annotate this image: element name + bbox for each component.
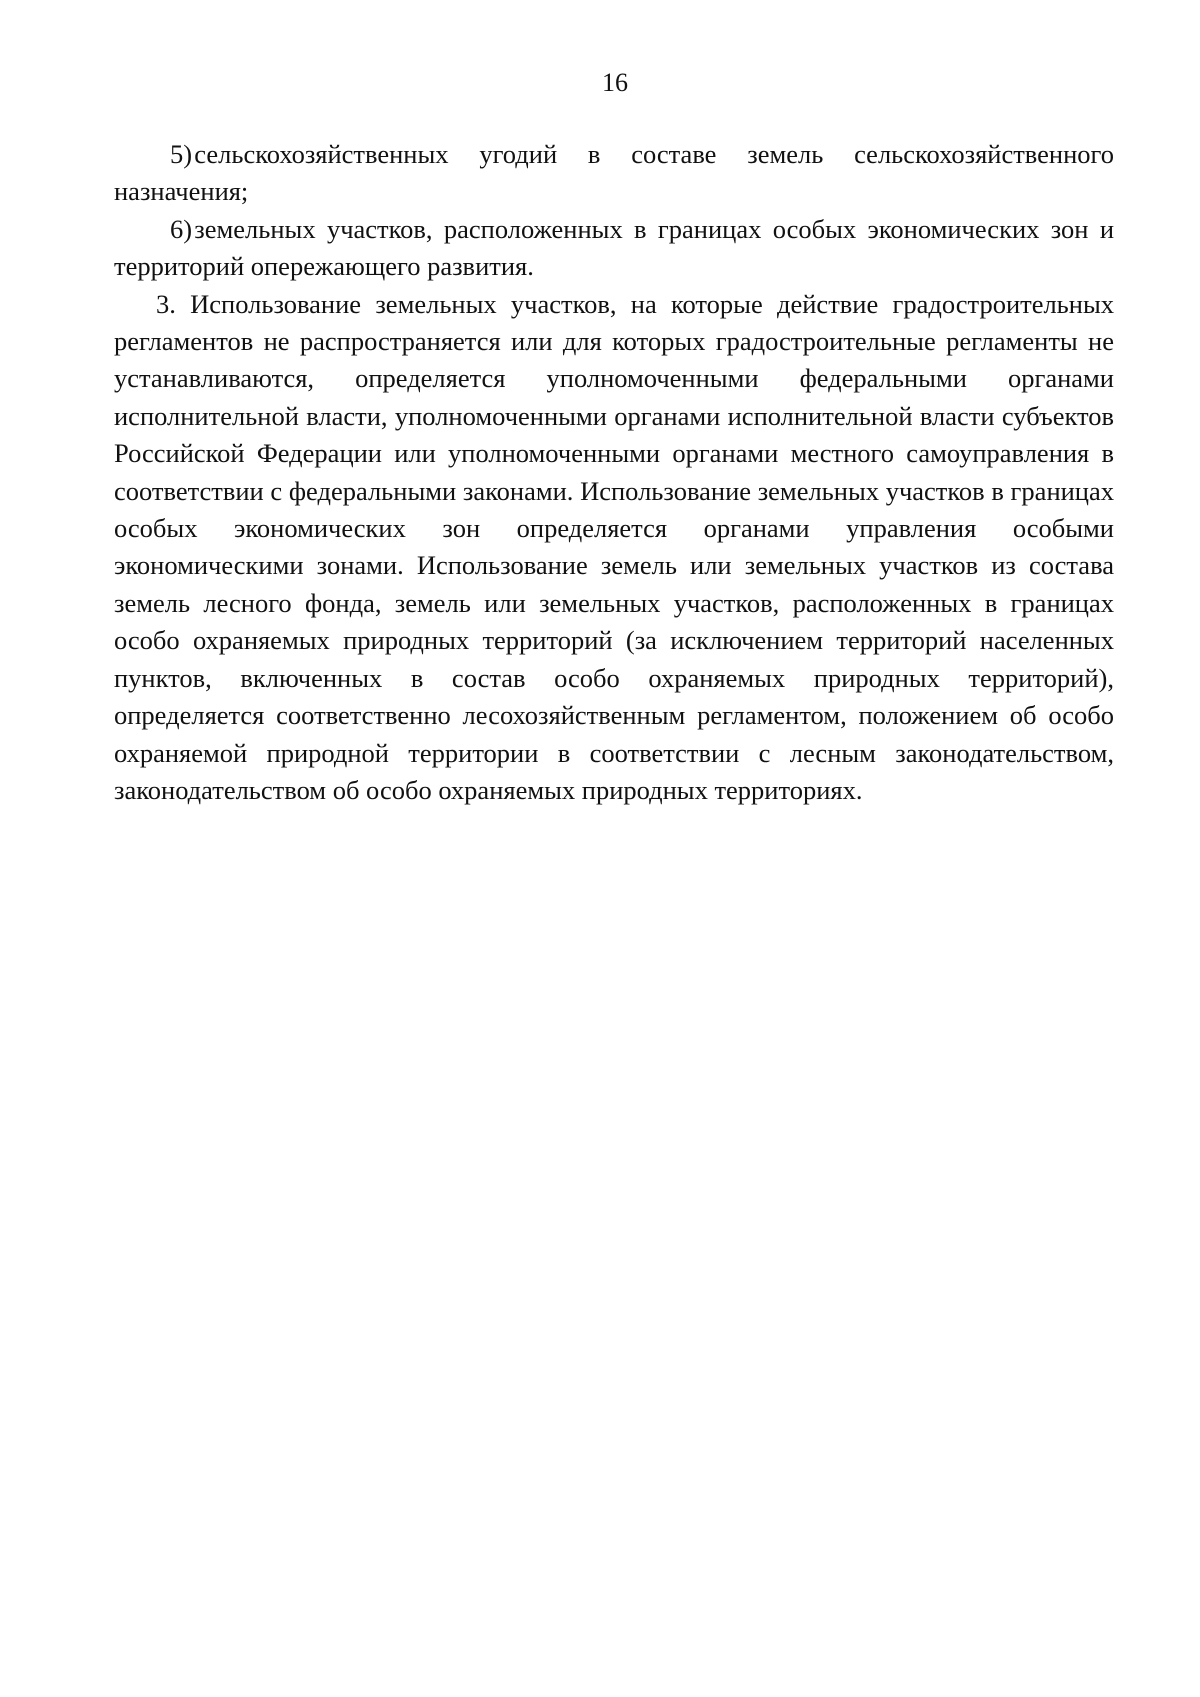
list-item-6	[114, 211, 1114, 286]
paragraph-marker: 3.	[156, 288, 176, 319]
document-body	[114, 136, 1114, 809]
paragraph-text: Использование земельных участков, на которые действие градостроительных регламентов не распространяется или для которых градостроительные регламенты не устанавливаются, определяется уполномоченными федеральными органами исполнительной власти, уполномоченными органами исполнительной власти субъектов Российской Федерации или уполномоченными органами местного самоуправления в соответствии с федеральными законами. Использование земельных участков в границах особых экономических зон определяется органами управления особыми экономическими зонами. Использование земель или земельных участков из состава земель лесного фонда, земель или земельных участков, расположенных в границах особо охраняемых природных территорий (за исключением территорий населенных пунктов, включенных в состав особо охраняемых природных территорий), определяется соответственно лесохозяйственным регламентом, положением об особо охраняемой природной территории в соответствии с лесным законодательством, законодательством об особо охраняемых природных территориях.	[114, 288, 1115, 805]
paragraph-3	[114, 286, 1114, 810]
list-item-text: сельскохозяйственных угодий в составе земель сельскохозяйственного назначения;	[114, 139, 1114, 207]
list-item-text: земельных участков, расположенных в границах особых экономических зон и территорий опережающего развития.	[114, 213, 1114, 282]
list-item-marker: 6)	[170, 213, 193, 244]
list-item-5	[114, 136, 1114, 211]
page-number: 16	[602, 68, 628, 97]
list-item-marker: 5)	[170, 139, 193, 169]
